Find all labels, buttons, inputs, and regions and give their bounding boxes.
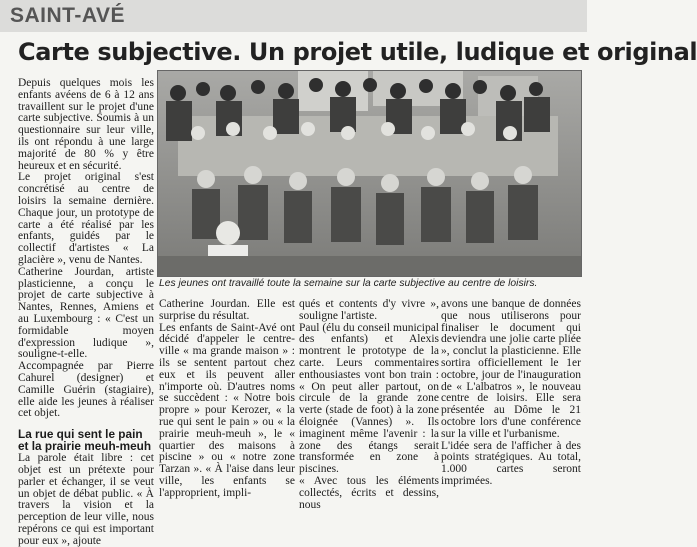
column-3 bbox=[299, 299, 439, 511]
paragraph: La parole était libre : cet objet est un prétexte pour parler et échanger, il se veut un objet de débat public. « À travers la vision et la perception de leur ville, nous repérons ce qui est important pour eux », ajoute bbox=[18, 452, 154, 547]
paragraph: Catherine Jourdan, artiste plasticienne, a conçu le projet de carte subjective à Nantes, Rennes, Amiens et au Luxembourg : « C'est un formidable moyen d'expression ludique », souligne-t-elle. Accompagnée par Pierre Cahurel (designer) et Camille Guérin (stagiaire), elle aide les jeunes à réaliser cet objet. bbox=[18, 265, 154, 420]
subheading: La rue qui sent le pain et la prairie meuh-meuh bbox=[18, 427, 152, 454]
photo-caption: Les jeunes ont travaillé toute la semaine sur la carte subjective au centre de loisirs. bbox=[159, 278, 538, 289]
paragraph: Depuis quelques mois les enfants avéens de 6 à 12 ans travaillent sur le projet d'une carte subjective. Soumis à un questionnaire sur leur ville, ils ont répondu à une large majorité de 80 % y être heureux et en sécurité. bbox=[18, 77, 154, 172]
paragraph: Catherine Jourdan. Elle est surprise du résultat. bbox=[159, 298, 295, 322]
headline: Carte subjective. Un projet utile, ludique et original bbox=[18, 38, 697, 66]
paragraph: avons une banque de données que nous utiliserons pour finaliser le document qui deviendra une jolie carte pliée », conclut la plasticienne. Elle sortira officiellement le 1er octobre, jour de l'inauguration de « L'albatros », le nouveau centre de loisirs. Elle sera présentée au Dôme le 21 octobre lors d'une conférence sur la ville et l'urbanisme. bbox=[441, 298, 581, 440]
paragraph: Les enfants de Saint-Avé ont décidé d'appeler le centre-ville « ma grande maison » : ils se sentent partout chez eux et ils peuvent aller n'importe où. D'autres noms se succèdent : « Notre bois propre » pour Kerozer, « la rue qui sent le pain » ou « la prairie meuh-meuh », le « quartier des maisons à piscine » ou « notre zone Tarzan ». « À l'aise dans leur ville, les enfants se l'approprient, impli- bbox=[159, 321, 295, 499]
section-title: SAINT-AVÉ bbox=[10, 4, 125, 27]
paragraph: « Avec tous les éléments collectés, écrits et dessins, nous bbox=[299, 474, 439, 511]
paragraph: Paul (élu du conseil municipal des enfants) et Alexis montrent le prototype de la carte. Leurs commentaires enthousiastes vont bon train : « On peut aller partout, on circule de la grande zone verte (stade de foot) à la zone éloignée (Vannes) ». Ils imaginent même l'avenir : la zone des étangs serait transformée en zone à piscines. bbox=[299, 321, 439, 476]
column-1 bbox=[18, 78, 154, 547]
column-4 bbox=[441, 299, 581, 488]
paragraph: L'idée sera de l'afficher à des points stratégiques. Au total, 1.000 cartes seront imprimées. bbox=[441, 439, 581, 487]
group-photo bbox=[157, 70, 582, 277]
paragraph: Le projet original s'est concrétisé au centre de loisirs la semaine dernière. Chaque jour, un prototype de carte a été réalisé par les enfants, guidés par le collectif d'artistes « La glacière », venu de Nantes. bbox=[18, 171, 154, 266]
paragraph: qués et contents d'y vivre », souligne l'artiste. bbox=[299, 298, 439, 322]
group-photo-illustration bbox=[158, 71, 581, 276]
column-2 bbox=[159, 299, 295, 500]
